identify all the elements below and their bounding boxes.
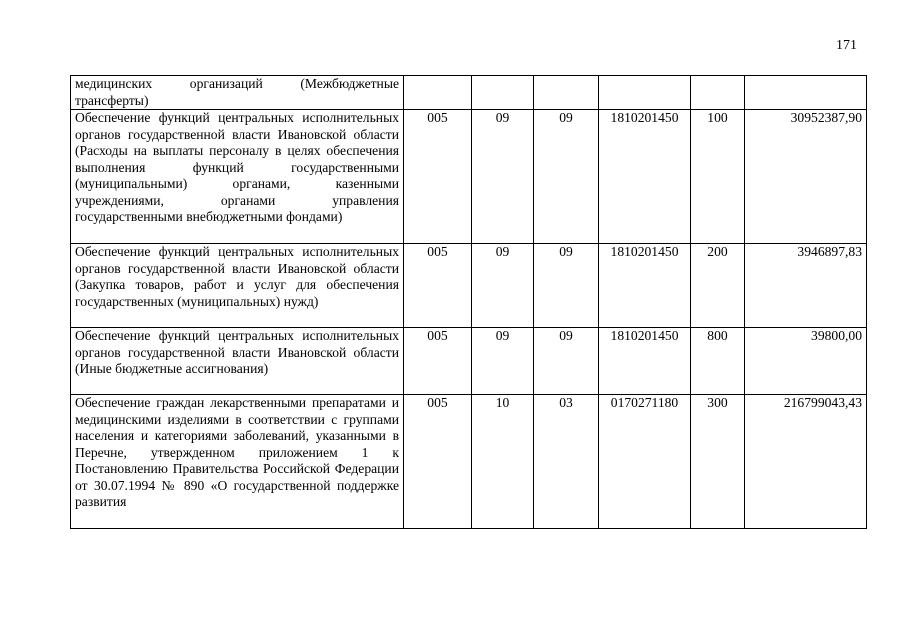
budget-table [70, 75, 867, 529]
table-row [71, 395, 867, 529]
ministry-code: 005 [404, 244, 472, 328]
table-row [71, 244, 867, 328]
section-code: 09 [472, 328, 534, 395]
section-code: 10 [472, 395, 534, 529]
section-code [472, 76, 534, 110]
ministry-code: 005 [404, 328, 472, 395]
ministry-code [404, 76, 472, 110]
amount: 39800,00 [745, 328, 867, 395]
page-number: 171 [836, 38, 857, 53]
expense-type-code: 800 [691, 328, 745, 395]
target-article-code: 0170271180 [599, 395, 691, 529]
table-row [71, 110, 867, 244]
expense-type-code [691, 76, 745, 110]
subsection-code: 09 [534, 244, 599, 328]
target-article-code: 1810201450 [599, 110, 691, 244]
row-description: Обеспечение функций центральных исполнительных органов государственной власти Ивановской области (Расходы на выплаты персоналу в целях обеспечения выполнения функций государственными (муниципальными) органами, казенными учреждениями, органами управления государственными внебюджетными фондами) [71, 110, 404, 244]
subsection-code: 03 [534, 395, 599, 529]
row-description: Обеспечение функций центральных исполнительных органов государственной власти Ивановской области (Закупка товаров, работ и услуг для обеспечения государственных (муниципальных) нужд) [71, 244, 404, 328]
amount: 30952387,90 [745, 110, 867, 244]
amount: 216799043,43 [745, 395, 867, 529]
row-description: медицинских организаций (Межбюджетные трансферты) [71, 76, 404, 110]
subsection-code: 09 [534, 110, 599, 244]
table-row [71, 76, 867, 110]
expense-type-code: 300 [691, 395, 745, 529]
ministry-code: 005 [404, 110, 472, 244]
target-article-code [599, 76, 691, 110]
subsection-code: 09 [534, 328, 599, 395]
section-code: 09 [472, 244, 534, 328]
ministry-code: 005 [404, 395, 472, 529]
target-article-code: 1810201450 [599, 328, 691, 395]
expense-type-code: 200 [691, 244, 745, 328]
target-article-code: 1810201450 [599, 244, 691, 328]
table-row [71, 328, 867, 395]
row-description: Обеспечение функций центральных исполнительных органов государственной власти Ивановской области (Иные бюджетные ассигнования) [71, 328, 404, 395]
amount: 3946897,83 [745, 244, 867, 328]
section-code: 09 [472, 110, 534, 244]
amount [745, 76, 867, 110]
row-description: Обеспечение граждан лекарственными препаратами и медицинскими изделиями в соответствии с группами населения и категориями заболеваний, указанными в Перечне, утвержденном приложением 1 к Постановлению Правительства Российской Федерации от 30.07.1994 № 890 «О государственной поддержке развития [71, 395, 404, 529]
expense-type-code: 100 [691, 110, 745, 244]
subsection-code [534, 76, 599, 110]
